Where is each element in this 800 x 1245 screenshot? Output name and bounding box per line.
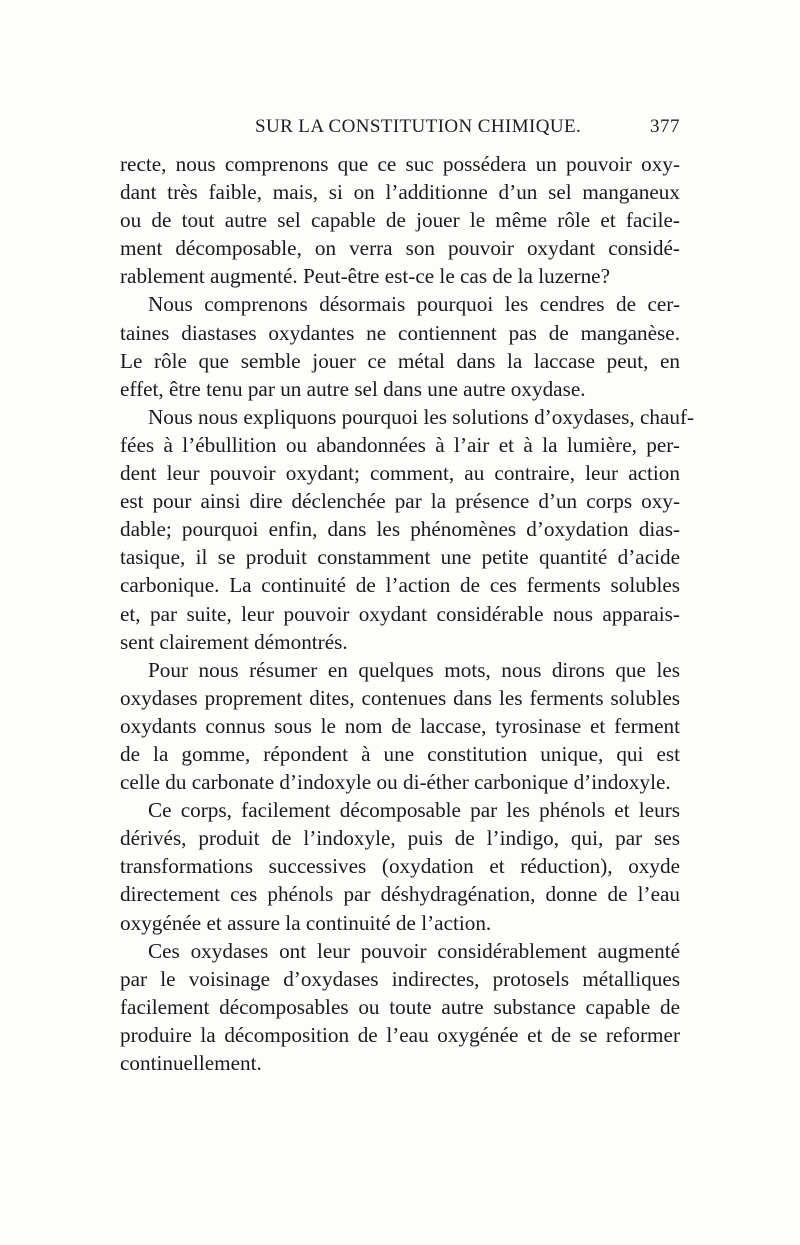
text-line: de la gomme, répondent à une constitution unique, qui est bbox=[120, 741, 680, 766]
text-line: Nous nous expliquons pourquoi les solutions d’oxydases, chauf- bbox=[148, 404, 695, 429]
text-line: Ce corps, facilement décomposable par les phénols et leurs bbox=[148, 798, 680, 823]
text-line: celle du carbonate d’indoxyle ou di-éther carbonique d’indoxyle. bbox=[120, 770, 671, 795]
text-line: effet, être tenu par un autre sel dans une autre oxydase. bbox=[120, 376, 586, 401]
text-line: tasique, il se produit constamment une petite quantité d’acide bbox=[120, 545, 680, 570]
text-line: est pour ainsi dire déclenchée par la présence d’un corps oxy- bbox=[120, 489, 680, 514]
text-line: produire la décomposition de l’eau oxygénée et de se reformer bbox=[120, 1022, 680, 1047]
text-line: Pour nous résumer en quelques mots, nous dirons que les bbox=[148, 657, 680, 682]
text-line: rablement augmenté. Peut-être est-ce le cas de la luzerne? bbox=[120, 264, 610, 289]
text-line: transformations successives (oxydation et réduction), oxyde bbox=[120, 854, 680, 879]
text-line: ou de tout autre sel capable de jouer le même rôle et facile- bbox=[120, 208, 680, 233]
text-line: dable; pourquoi enfin, dans les phénomènes d’oxydation dias- bbox=[120, 517, 680, 542]
text-line: taines diastases oxydantes ne contiennent pas de manganèse. bbox=[120, 320, 680, 345]
text-line: dérivés, produit de l’indoxyle, puis de l’indigo, qui, par ses bbox=[120, 826, 680, 851]
text-line: oxygénée et assure la continuité de l’action. bbox=[120, 910, 492, 935]
text-line: directement ces phénols par déshydragénation, donne de l’eau bbox=[120, 882, 680, 907]
text-line: oxydases proprement dites, contenues dans les ferments solubles bbox=[120, 685, 680, 710]
text-line: par le voisinage d’oxydases indirectes, protosels métalliques bbox=[120, 966, 680, 991]
text-line: et, par suite, leur pouvoir oxydant considérable nous apparais- bbox=[120, 601, 680, 626]
page-number: 377 bbox=[650, 116, 680, 137]
text-line: continuellement. bbox=[120, 1051, 262, 1075]
text-line: ment décomposable, on verra son pouvoir oxydant considé- bbox=[120, 236, 680, 261]
page-header bbox=[120, 116, 680, 144]
text-line: sent clairement démontrés. bbox=[120, 629, 348, 654]
text-line: dent leur pouvoir oxydant; comment, au contraire, leur action bbox=[120, 461, 680, 486]
text-line: Nous comprenons désormais pourquoi les cendres de cer- bbox=[148, 292, 680, 317]
text-line: facilement décomposables ou toute autre substance capable de bbox=[120, 994, 680, 1019]
text-line: Le rôle que semble jouer ce métal dans la laccase peut, en bbox=[120, 348, 680, 373]
text-line: dant très faible, mais, si on l’additionne d’un sel manganeux bbox=[120, 180, 680, 205]
text-line: fées à l’ébullition ou abandonnées à l’air et à la lumière, per- bbox=[120, 432, 680, 457]
text-line: carbonique. La continuité de l’action de ces ferments solubles bbox=[120, 573, 680, 598]
body-text bbox=[120, 150, 695, 1077]
text-line: recte, nous comprenons que ce suc possédera un pouvoir oxy- bbox=[120, 152, 680, 176]
text-line: Ces oxydases ont leur pouvoir considérablement augmenté bbox=[148, 938, 680, 963]
text-line: oxydants connus sous le nom de laccase, tyrosinase et ferment bbox=[120, 713, 680, 738]
running-title: SUR LA CONSTITUTION CHIMIQUE. bbox=[255, 116, 582, 137]
